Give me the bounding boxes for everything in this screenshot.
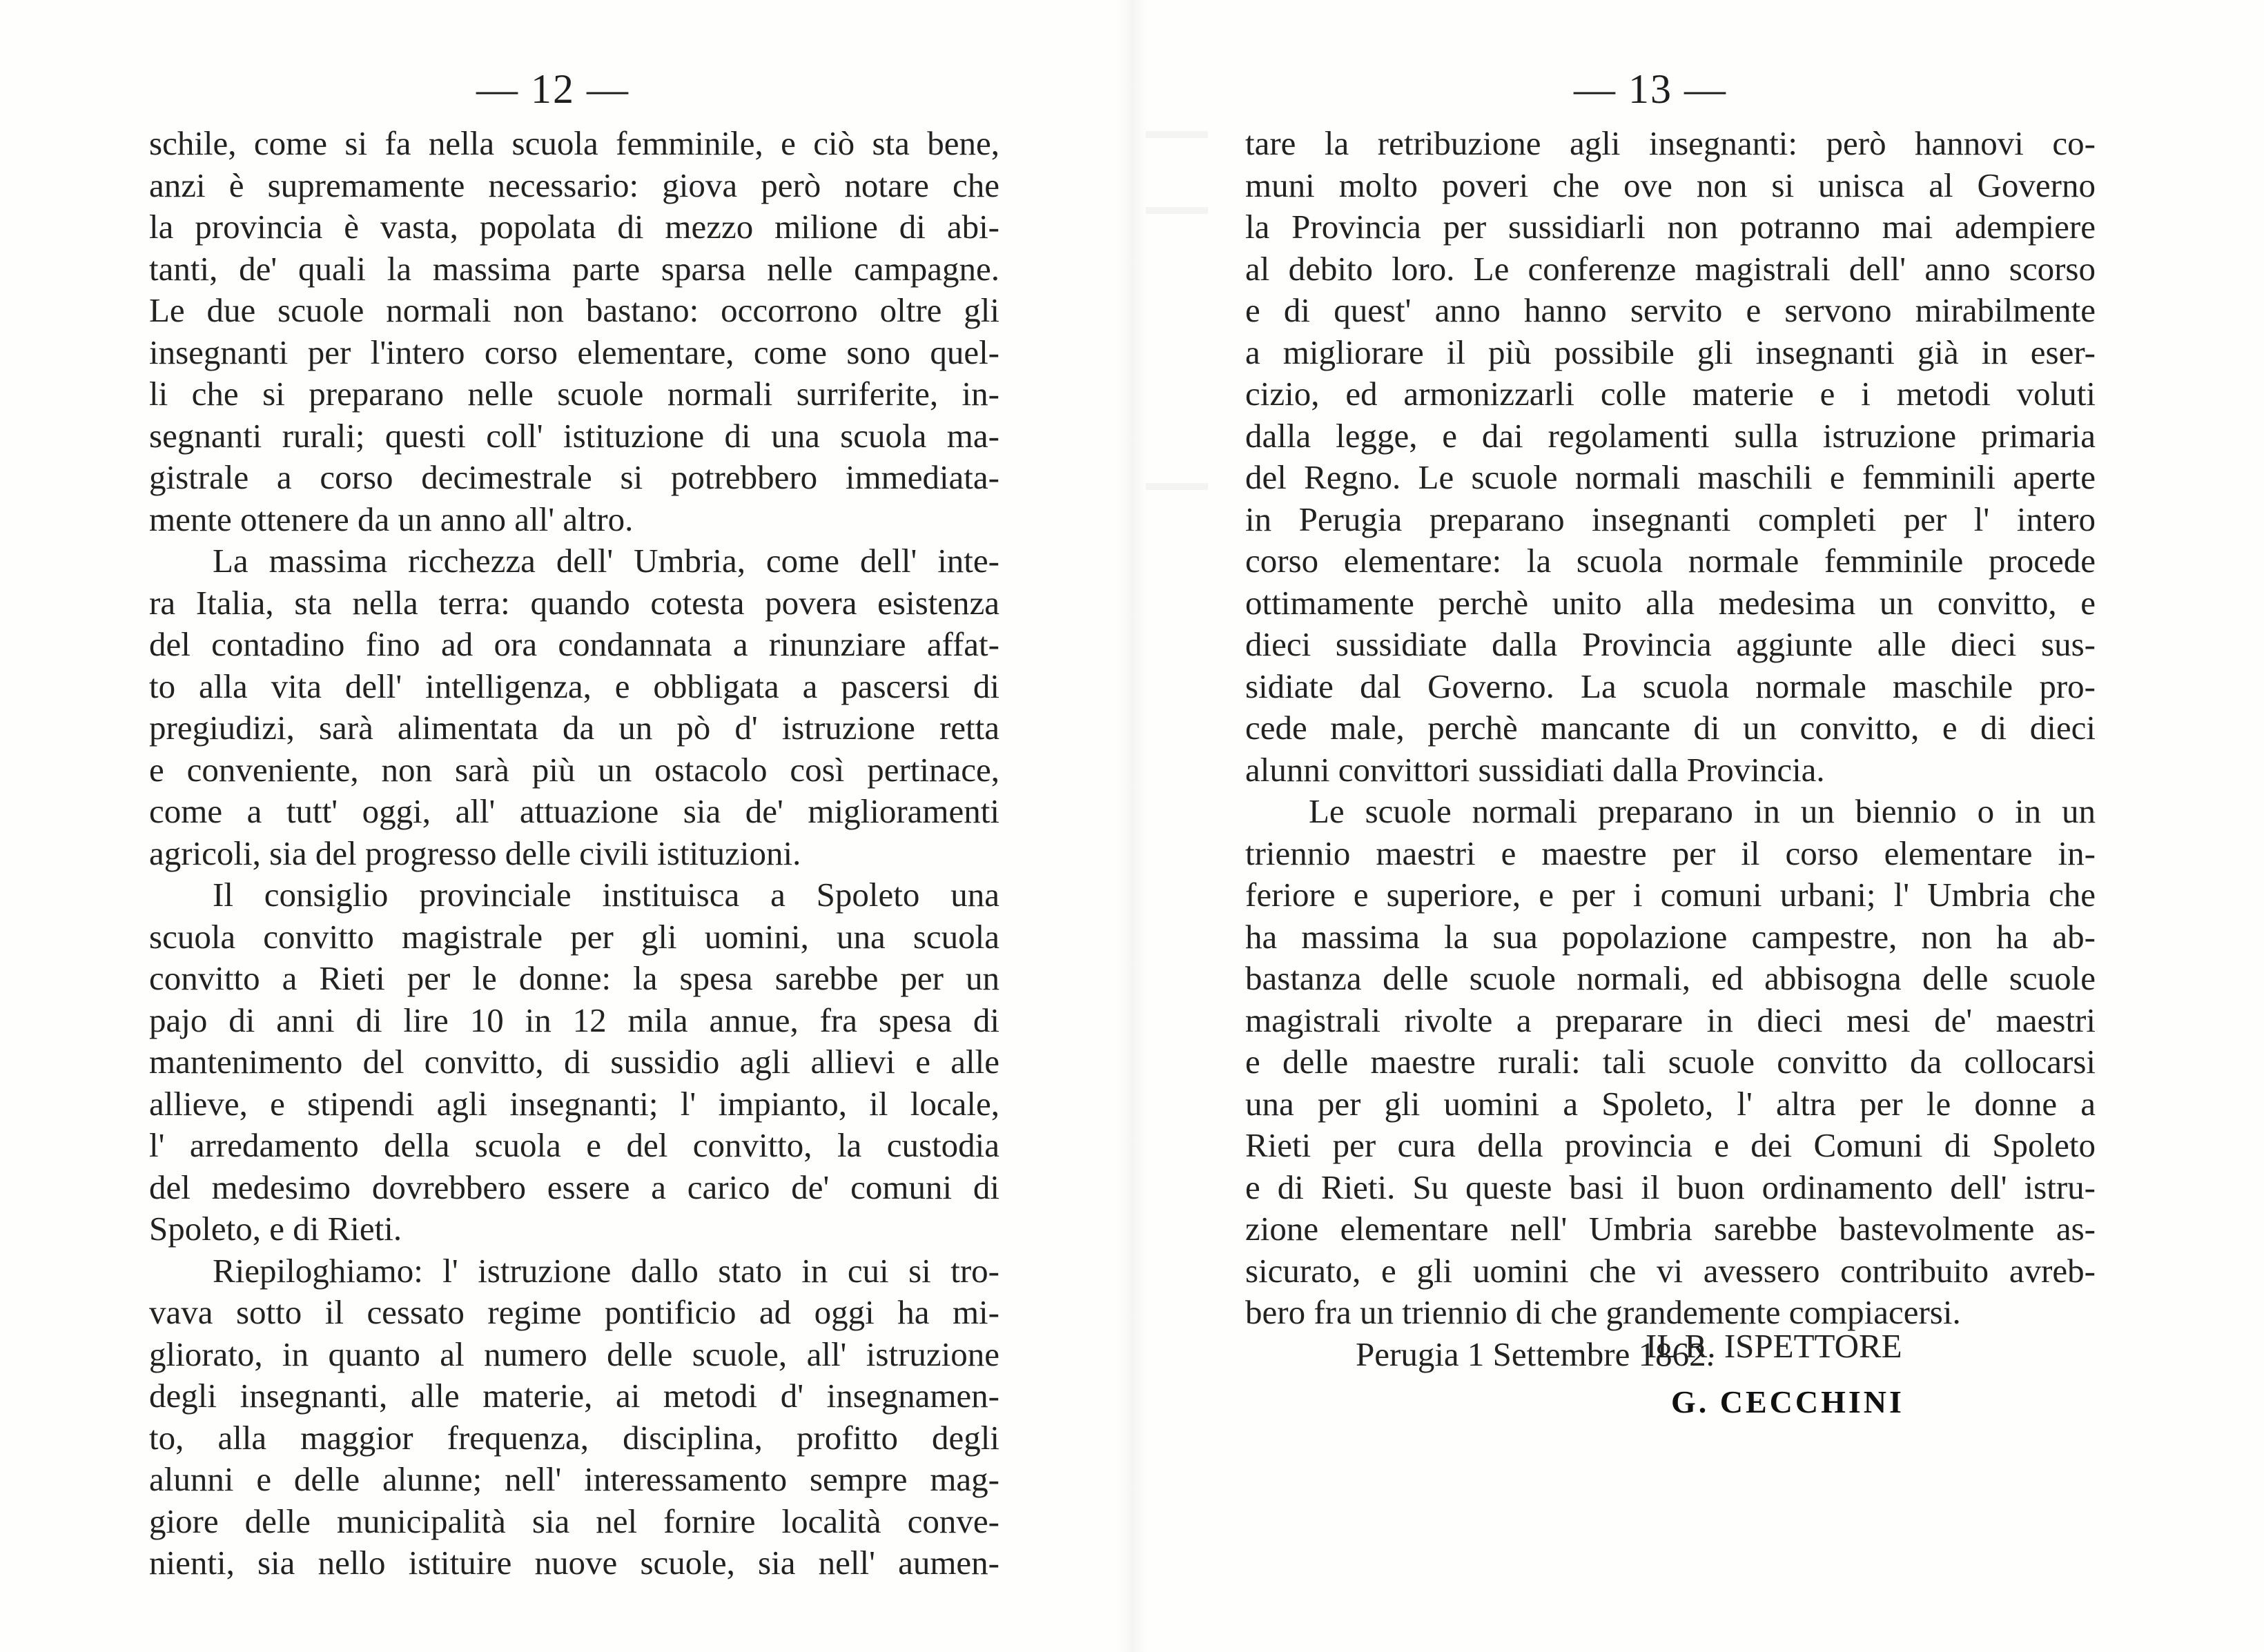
text-lines bbox=[1245, 123, 2096, 1334]
text-line: cizio, ed armonizzarli colle materie e i metodi voluti bbox=[1245, 375, 2096, 413]
text-line: sicurato, e gli uomini che vi avessero contribuito avreb- bbox=[1245, 1251, 2096, 1290]
text-line: del Regno. Le scuole normali maschili e femminili aperte bbox=[1245, 458, 2096, 496]
place-date: Perugia 1 Settembre 1862. bbox=[1356, 1335, 1715, 1373]
text-line: gliorato, in quanto al numero delle scuole, all' istruzione bbox=[149, 1335, 999, 1373]
text-line: pajo di anni di lire 10 in 12 mila annue, fra spesa di bbox=[149, 1001, 999, 1039]
text-line: e di Rieti. Su queste basi il buon ordinamento dell' istru- bbox=[1245, 1168, 2096, 1206]
text-line: schile, come si fa nella scuola femminile, e ciò sta bene, bbox=[149, 124, 999, 162]
text-line: insegnanti per l'intero corso elementare, come sono quel- bbox=[149, 333, 999, 371]
text-line: ra Italia, sta nella terra: quando cotesta povera esistenza bbox=[149, 583, 999, 622]
page-number: — 13 — bbox=[1574, 66, 1727, 112]
text-line: sidiate dal Governo. La scuola normale maschile pro- bbox=[1245, 667, 2096, 705]
text-line: ottimamente perchè unito alla medesima un convitto, e bbox=[1245, 583, 2096, 622]
text-line: cede male, perchè mancante di un convitto, e di dieci bbox=[1245, 709, 2096, 747]
text-line: Riepiloghiamo: l' istruzione dallo stato in cui si tro- bbox=[213, 1251, 999, 1290]
text-line: a migliorare il più possibile gli insegnanti già in eser- bbox=[1245, 333, 2096, 371]
text-line: dalla legge, e dai regolamenti sulla istruzione primaria bbox=[1245, 416, 2096, 455]
text-line: mente ottenere da un anno all' altro. bbox=[149, 500, 634, 538]
text-line: del medesimo dovrebbero essere a carico de' comuni di bbox=[149, 1168, 999, 1206]
text-line: bero fra un triennio di che grandemente compiacersi. bbox=[1245, 1293, 1961, 1331]
text-line: convitto a Rieti per le donne: la spesa sarebbe per un bbox=[149, 959, 999, 997]
text-line: in Perugia preparano insegnanti completi per l' intero bbox=[1245, 500, 2096, 538]
text-line: l' arredamento della scuola e del convitto, la custodia bbox=[149, 1126, 999, 1164]
text-line: muni molto poveri che ove non si unisca al Governo bbox=[1245, 166, 2096, 204]
text-line: e di quest' anno hanno servito e servono mirabilmente bbox=[1245, 291, 2096, 329]
text-line: alunni convittori sussidiati dalla Provincia. bbox=[1245, 750, 1825, 789]
text-line: la Provincia per sussidiarli non potranno mai adempiere bbox=[1245, 208, 2096, 246]
text-line: li che si preparano nelle scuole normali surriferite, in- bbox=[149, 375, 999, 413]
text-line: tanti, de' quali la massima parte sparsa nelle campagne. bbox=[149, 249, 999, 288]
text-line: alunni e delle alunne; nell' interessamento sempre mag- bbox=[149, 1460, 999, 1498]
text-line: Spoleto, e di Rieti. bbox=[149, 1210, 402, 1248]
text-line: la provincia è vasta, popolata di mezzo milione di abi- bbox=[149, 208, 999, 246]
text-line: come a tutt' oggi, all' attuazione sia de' miglioramenti bbox=[149, 792, 999, 830]
right-page bbox=[1132, 0, 2264, 1652]
text-line: ha massima la sua popolazione campestre, non ha ab- bbox=[1245, 917, 2096, 956]
text-line: segnanti rurali; questi coll' istituzione di una scuola ma- bbox=[149, 416, 999, 455]
text-line: una per gli uomini a Spoleto, l' altra per le donne a bbox=[1245, 1084, 2096, 1123]
text-line: feriore e superiore, e per i comuni urbani; l' Umbria che bbox=[1245, 876, 2096, 914]
text-line: Il consiglio provinciale instituisca a Spoleto una bbox=[213, 876, 999, 914]
text-line: corso elementare: la scuola normale femminile procede bbox=[1245, 542, 2096, 580]
text-line: vava sotto il cessato regime pontificio ad oggi ha mi- bbox=[149, 1293, 999, 1331]
text-line: agricoli, sia del progresso delle civili istituzioni. bbox=[149, 834, 801, 872]
text-line: del contadino fino ad ora condannata a rinunziare affat- bbox=[149, 625, 999, 663]
text-line: pregiudizi, sarà alimentata da un pò d' istruzione retta bbox=[149, 709, 999, 747]
text-line: magistrali rivolte a preparare in dieci mesi de' maestri bbox=[1245, 1001, 2096, 1039]
text-line: to alla vita dell' intelligenza, e obbligata a pascersi di bbox=[149, 667, 999, 705]
text-column bbox=[149, 123, 999, 1584]
text-line: al debito loro. Le conferenze magistrali dell' anno scorso bbox=[1245, 249, 2096, 288]
text-line: triennio maestri e maestre per il corso elementare in- bbox=[1245, 834, 2096, 872]
text-line: e delle maestre rurali: tali scuole convitto da collocarsi bbox=[1245, 1043, 2096, 1081]
text-line: mantenimento del convitto, di sussidio agli allievi e alle bbox=[149, 1043, 999, 1081]
signature-title: IL R. ISPETTORE bbox=[1646, 1327, 1902, 1365]
text-line: Le due scuole normali non bastano: occorrono oltre gli bbox=[149, 291, 999, 329]
text-line: anzi è supremamente necessario: giova però notare che bbox=[149, 166, 999, 204]
text-line: gistrale a corso decimestrale si potrebbero immediata- bbox=[149, 458, 999, 496]
text-line: zione elementare nell' Umbria sarebbe bastevolmente as- bbox=[1245, 1210, 2096, 1248]
text-line: allieve, e stipendi agli insegnanti; l' impianto, il locale, bbox=[149, 1084, 999, 1123]
text-line: La massima ricchezza dell' Umbria, come dell' inte- bbox=[213, 542, 999, 580]
text-column bbox=[1245, 123, 2096, 1375]
signature-name: G. CECCHINI bbox=[1671, 1384, 1904, 1419]
text-line: Le scuole normali preparano in un biennio o in un bbox=[1309, 792, 2096, 830]
text-line: Rieti per cura della provincia e dei Comuni di Spoleto bbox=[1245, 1126, 2096, 1164]
text-line: scuola convitto magistrale per gli uomini, una scuola bbox=[149, 917, 999, 956]
text-line: giore delle municipalità sia nel fornire località conve- bbox=[149, 1502, 999, 1540]
text-line: nienti, sia nello istituire nuove scuole, sia nell' aumen- bbox=[149, 1544, 999, 1582]
page-number: — 12 — bbox=[476, 66, 630, 112]
text-line: dieci sussidiate dalla Provincia aggiunte alle dieci sus- bbox=[1245, 625, 2096, 663]
text-line: to, alla maggior frequenza, disciplina, profitto degli bbox=[149, 1418, 999, 1457]
text-line: bastanza delle scuole normali, ed abbisogna delle scuole bbox=[1245, 959, 2096, 997]
text-line: tare la retribuzione agli insegnanti: però hannovi co- bbox=[1245, 124, 2096, 162]
text-line: e conveniente, non sarà più un ostacolo così pertinace, bbox=[149, 750, 999, 789]
text-line: degli insegnanti, alle materie, ai metodi d' insegnamen- bbox=[149, 1377, 999, 1415]
